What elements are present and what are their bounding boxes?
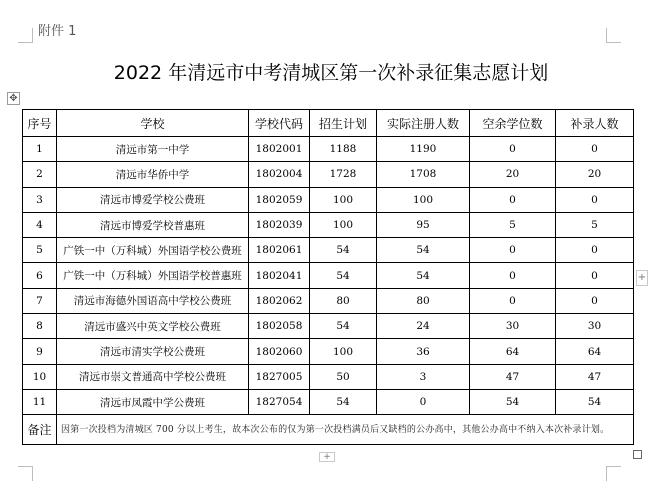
registered-count: 3 (377, 364, 470, 389)
table-header-row (23, 110, 634, 137)
enrollment-plan: 1728 (310, 162, 377, 187)
column-header-vacancies: 空余学位数 (470, 110, 556, 137)
vacancy-count: 54 (470, 389, 556, 414)
vacancy-count: 0 (470, 238, 556, 263)
school-code: 1802061 (249, 238, 310, 263)
table-resize-handle[interactable] (633, 450, 642, 459)
supplementary-count: 30 (556, 314, 634, 339)
registered-count: 80 (377, 288, 470, 313)
school-name: 清远市盛兴中英文学校公费班 (57, 314, 249, 339)
enrollment-plan-table (22, 109, 634, 445)
school-code: 1802039 (249, 212, 310, 237)
row-index: 4 (23, 212, 57, 237)
enrollment-plan: 1188 (310, 137, 377, 162)
enrollment-plan: 54 (310, 263, 377, 288)
supplementary-count: 54 (556, 389, 634, 414)
supplementary-count: 64 (556, 339, 634, 364)
column-header-registered: 实际注册人数 (377, 110, 470, 137)
enrollment-plan: 80 (310, 288, 377, 313)
registered-count: 1708 (377, 162, 470, 187)
row-index: 3 (23, 187, 57, 212)
registered-count: 24 (377, 314, 470, 339)
page-corner-mark (606, 28, 621, 43)
table-row (23, 389, 634, 414)
enrollment-plan: 54 (310, 238, 377, 263)
vacancy-count: 0 (470, 263, 556, 288)
table-row (23, 137, 634, 162)
vacancy-count: 0 (470, 137, 556, 162)
attachment-label: 附件 1 (38, 24, 77, 39)
supplementary-count: 20 (556, 162, 634, 187)
page-title: 2022 年清远市中考清城区第一次补录征集志愿计划 (113, 62, 549, 84)
school-name: 广铁一中（万科城）外国语学校普惠班 (57, 263, 249, 288)
registered-count: 100 (377, 187, 470, 212)
school-name: 清远市第一中学 (57, 137, 249, 162)
column-header-enrollment-plan: 招生计划 (310, 110, 377, 137)
row-index: 5 (23, 238, 57, 263)
row-index: 7 (23, 288, 57, 313)
school-name: 清远市崇文普通高中学校公费班 (57, 364, 249, 389)
supplementary-count: 0 (556, 238, 634, 263)
row-index: 9 (23, 339, 57, 364)
note-label: 备注 (23, 415, 57, 445)
table-row (23, 263, 634, 288)
supplementary-count: 0 (556, 137, 634, 162)
school-code: 1802062 (249, 288, 310, 313)
table-row (23, 339, 634, 364)
supplementary-count: 5 (556, 212, 634, 237)
school-name: 清远市华侨中学 (57, 162, 249, 187)
school-code: 1802060 (249, 339, 310, 364)
school-code: 1827005 (249, 364, 310, 389)
row-index: 1 (23, 137, 57, 162)
school-code: 1802058 (249, 314, 310, 339)
page-corner-mark (18, 28, 33, 43)
supplementary-count: 0 (556, 288, 634, 313)
school-name: 广铁一中（万科城）外国语学校公费班 (57, 238, 249, 263)
page-corner-mark (18, 466, 33, 481)
row-index: 6 (23, 263, 57, 288)
school-name: 清远市清实学校公费班 (57, 339, 249, 364)
supplementary-count: 0 (556, 187, 634, 212)
school-code: 1802004 (249, 162, 310, 187)
page-corner-mark (606, 466, 621, 481)
vacancy-count: 0 (470, 187, 556, 212)
row-index: 10 (23, 364, 57, 389)
registered-count: 54 (377, 238, 470, 263)
vacancy-count: 0 (470, 288, 556, 313)
school-name: 清远市凤霞中学公费班 (57, 389, 249, 414)
school-code: 1802001 (249, 137, 310, 162)
column-header-school: 学校 (57, 110, 249, 137)
enrollment-plan: 100 (310, 339, 377, 364)
row-index: 11 (23, 389, 57, 414)
vacancy-count: 64 (470, 339, 556, 364)
supplementary-count: 47 (556, 364, 634, 389)
enrollment-plan: 50 (310, 364, 377, 389)
add-row-icon[interactable]: + (319, 452, 335, 462)
note-row (23, 415, 634, 445)
table-row (23, 364, 634, 389)
school-name: 清远市博爱学校普惠班 (57, 212, 249, 237)
table-row (23, 314, 634, 339)
table-row (23, 212, 634, 237)
row-index: 8 (23, 314, 57, 339)
table-move-handle-icon[interactable]: ✥ (7, 92, 20, 105)
registered-count: 95 (377, 212, 470, 237)
enrollment-plan: 54 (310, 314, 377, 339)
school-code: 1802041 (249, 263, 310, 288)
vacancy-count: 20 (470, 162, 556, 187)
school-code: 1802059 (249, 187, 310, 212)
registered-count: 1190 (377, 137, 470, 162)
school-name: 清远市博爱学校公费班 (57, 187, 249, 212)
enrollment-plan: 54 (310, 389, 377, 414)
row-index: 2 (23, 162, 57, 187)
table-row (23, 187, 634, 212)
add-column-icon[interactable]: + (636, 270, 648, 286)
note-text: 因第一次投档为清城区 700 分以上考生，故本次公布的仅为第一次投档满员后又缺档的公办高中，其他公办高中不纳入本次补录计划。 (57, 415, 634, 445)
vacancy-count: 47 (470, 364, 556, 389)
school-code: 1827054 (249, 389, 310, 414)
vacancy-count: 30 (470, 314, 556, 339)
column-header-supplementary: 补录人数 (556, 110, 634, 137)
enrollment-plan: 100 (310, 187, 377, 212)
table-row (23, 238, 634, 263)
column-header-index: 序号 (23, 110, 57, 137)
vacancy-count: 5 (470, 212, 556, 237)
registered-count: 36 (377, 339, 470, 364)
enrollment-plan: 100 (310, 212, 377, 237)
column-header-school-code: 学校代码 (249, 110, 310, 137)
school-name: 清远市海德外国语高中学校公费班 (57, 288, 249, 313)
registered-count: 0 (377, 389, 470, 414)
supplementary-count: 0 (556, 263, 634, 288)
table-row (23, 162, 634, 187)
registered-count: 54 (377, 263, 470, 288)
table-row (23, 288, 634, 313)
